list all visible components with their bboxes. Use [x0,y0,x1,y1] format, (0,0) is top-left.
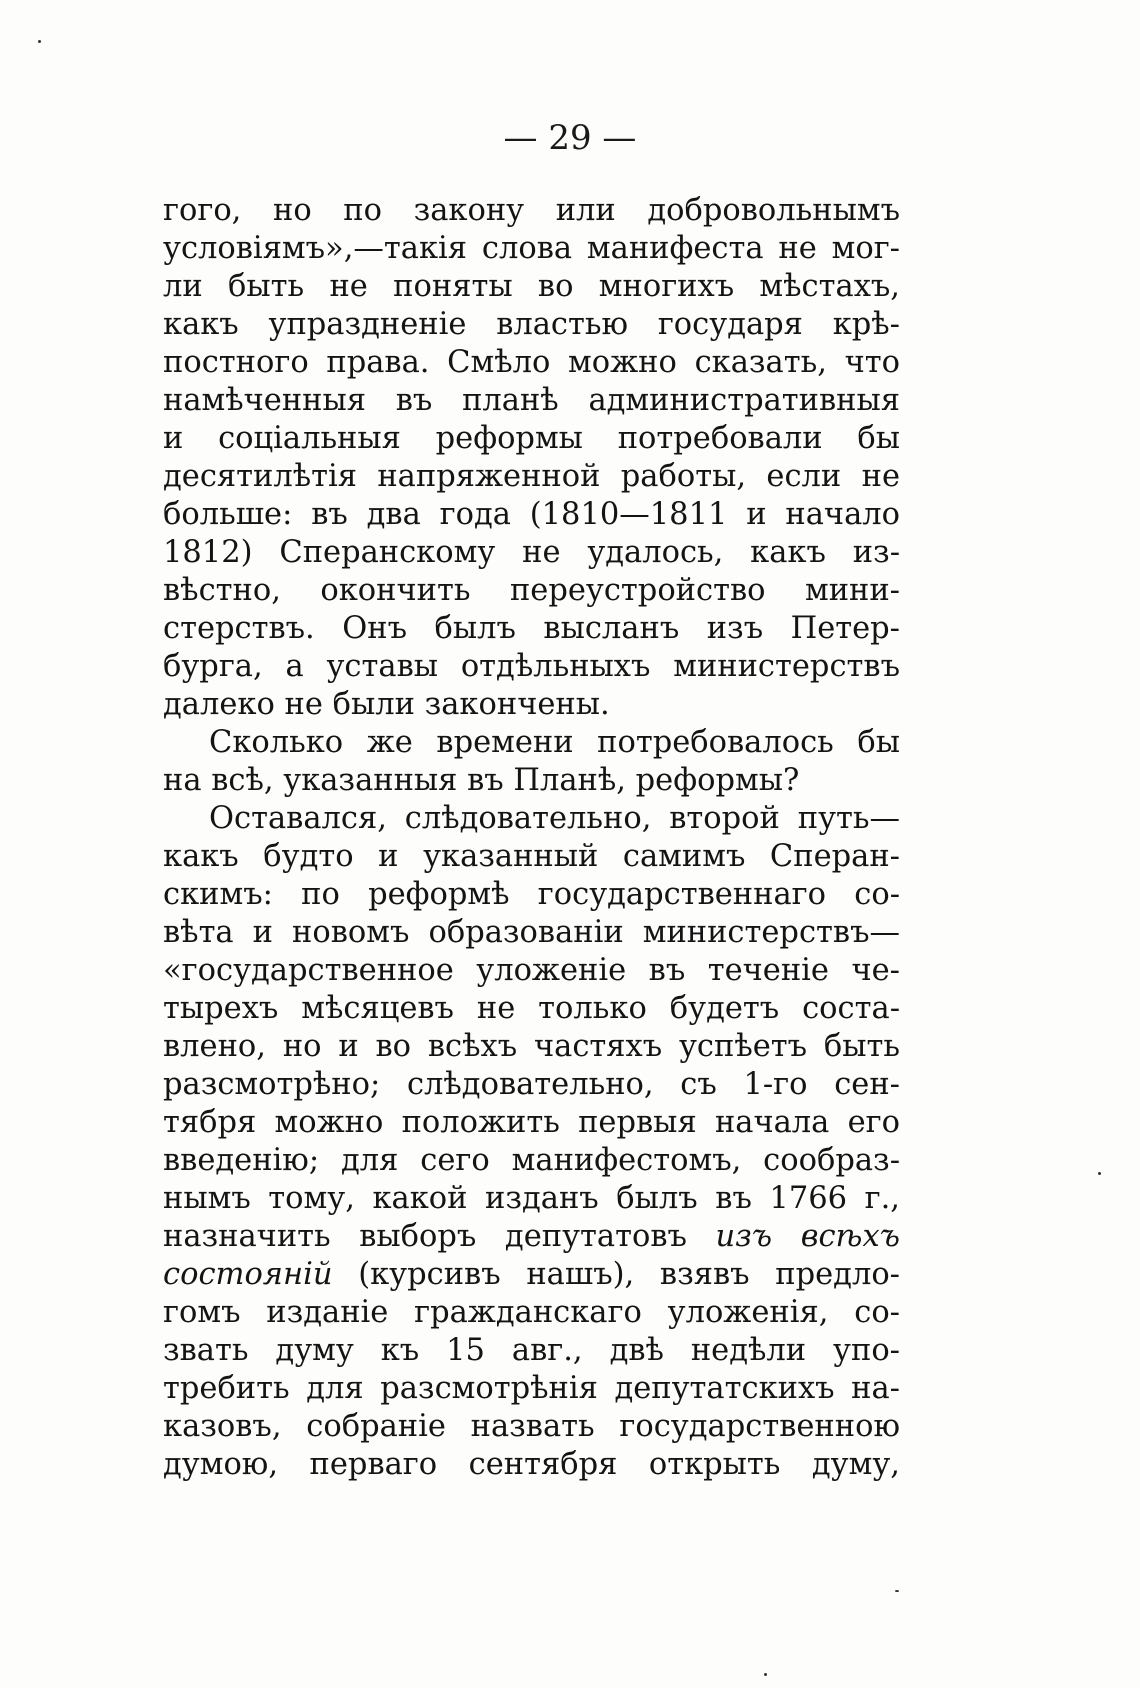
line-text: какъ упраздненіе властью государя крѣ- [163,307,900,342]
text-line [163,306,900,344]
text-line [163,1370,900,1408]
text-line [163,990,900,1028]
text-line [163,762,900,800]
line-text: гого, но по закону или добровольнымъ [163,193,900,228]
line-text: разсмотрѣно; слѣдовательно, съ 1-го сен- [163,1067,900,1102]
text-line [163,838,900,876]
line-text: влено, но и во всѣхъ частяхъ успѣетъ быть [163,1029,900,1064]
text-line [163,420,900,458]
line-text: звать думу къ 15 авг., двѣ недѣли упо- [163,1333,900,1368]
line-text: вѣстно, окончить переустройство мини- [163,573,900,608]
text-line [163,534,900,572]
line-text: условіямъ»,—такія слова манифеста не мог- [163,231,900,266]
scan-speck [38,40,41,43]
line-text: 1812) Сперанскому не удалось, какъ из- [163,535,900,570]
text-line [163,876,900,914]
text-line [163,648,900,686]
text-line [163,1180,900,1218]
page-number: — 29 — [503,118,637,158]
text-line [163,382,900,420]
line-text: и соціальныя реформы потребовали бы [163,421,900,456]
text-line [163,1066,900,1104]
line-text: Сколько же времени потребовалось бы [209,725,900,760]
italic-text: состояній [163,1257,333,1292]
text-line [163,1142,900,1180]
line-text: намѣченныя въ планѣ административныя [163,383,900,418]
line-text: назначить выборъ депутатовъ [163,1219,716,1254]
text-line [163,192,900,230]
text-line [163,1028,900,1066]
line-text: казовъ, собраніе назвать государственною [163,1409,900,1444]
line-text: стерствъ. Онъ былъ высланъ изъ Петер- [163,611,900,646]
line-text: на всѣ, указанныя въ Планѣ, реформы? [163,763,800,798]
text-line [163,1332,900,1370]
text-line [163,952,900,990]
line-text: Оставался, слѣдовательно, второй путь— [209,801,900,836]
text-line [163,458,900,496]
line-text: гомъ изданіе гражданскаго уложенія, со- [163,1295,900,1330]
line-text: постного права. Смѣло можно сказать, что [163,345,900,380]
line-text: нымъ тому, какой изданъ былъ въ 1766 г., [163,1181,900,1216]
text-line [163,572,900,610]
scan-speck [895,1590,899,1592]
scan-speck [764,1673,767,1676]
text-line [163,610,900,648]
text-line [163,344,900,382]
text-line [163,1294,900,1332]
text-line [163,1218,900,1256]
line-text: вѣта и новомъ образованіи министерствъ— [163,915,900,950]
text-line [163,1446,900,1484]
text-line [163,1256,900,1294]
line-text: ли быть не поняты во многихъ мѣстахъ, [163,269,900,304]
text-line [163,1104,900,1142]
text-line [163,724,900,762]
text-line [163,686,900,724]
line-text: «государственное уложеніе въ теченіе че- [163,953,900,988]
line-text: далеко не были закончены. [163,687,610,722]
line-text: какъ будто и указанный самимъ Сперан- [163,839,900,874]
line-text: десятилѣтія напряженной работы, если не [163,459,900,494]
text-line [163,1408,900,1446]
text-line [163,496,900,534]
italic-text: изъ всѣхъ [715,1219,900,1254]
body-text [163,192,900,1484]
line-text: тября можно положить первыя начала его [163,1105,900,1140]
line-text: скимъ: по реформѣ государственнаго со- [163,877,900,912]
line-text: (курсивъ нашъ), взявъ предло- [332,1257,900,1292]
scan-speck [1098,1172,1101,1175]
text-line [163,230,900,268]
line-text: требить для разсмотрѣнія депутатскихъ на- [163,1371,900,1406]
line-text: тырехъ мѣсяцевъ не только будетъ соста- [163,991,900,1026]
line-text: больше: въ два года (1810—1811 и начало [163,497,900,532]
text-line [163,268,900,306]
text-line [163,914,900,952]
text-line [163,800,900,838]
line-text: бурга, а уставы отдѣльныхъ министерствъ [163,649,900,684]
line-text: введенію; для сего манифестомъ, сообраз- [163,1143,900,1178]
line-text: думою, перваго сентября открыть думу, [163,1447,900,1482]
